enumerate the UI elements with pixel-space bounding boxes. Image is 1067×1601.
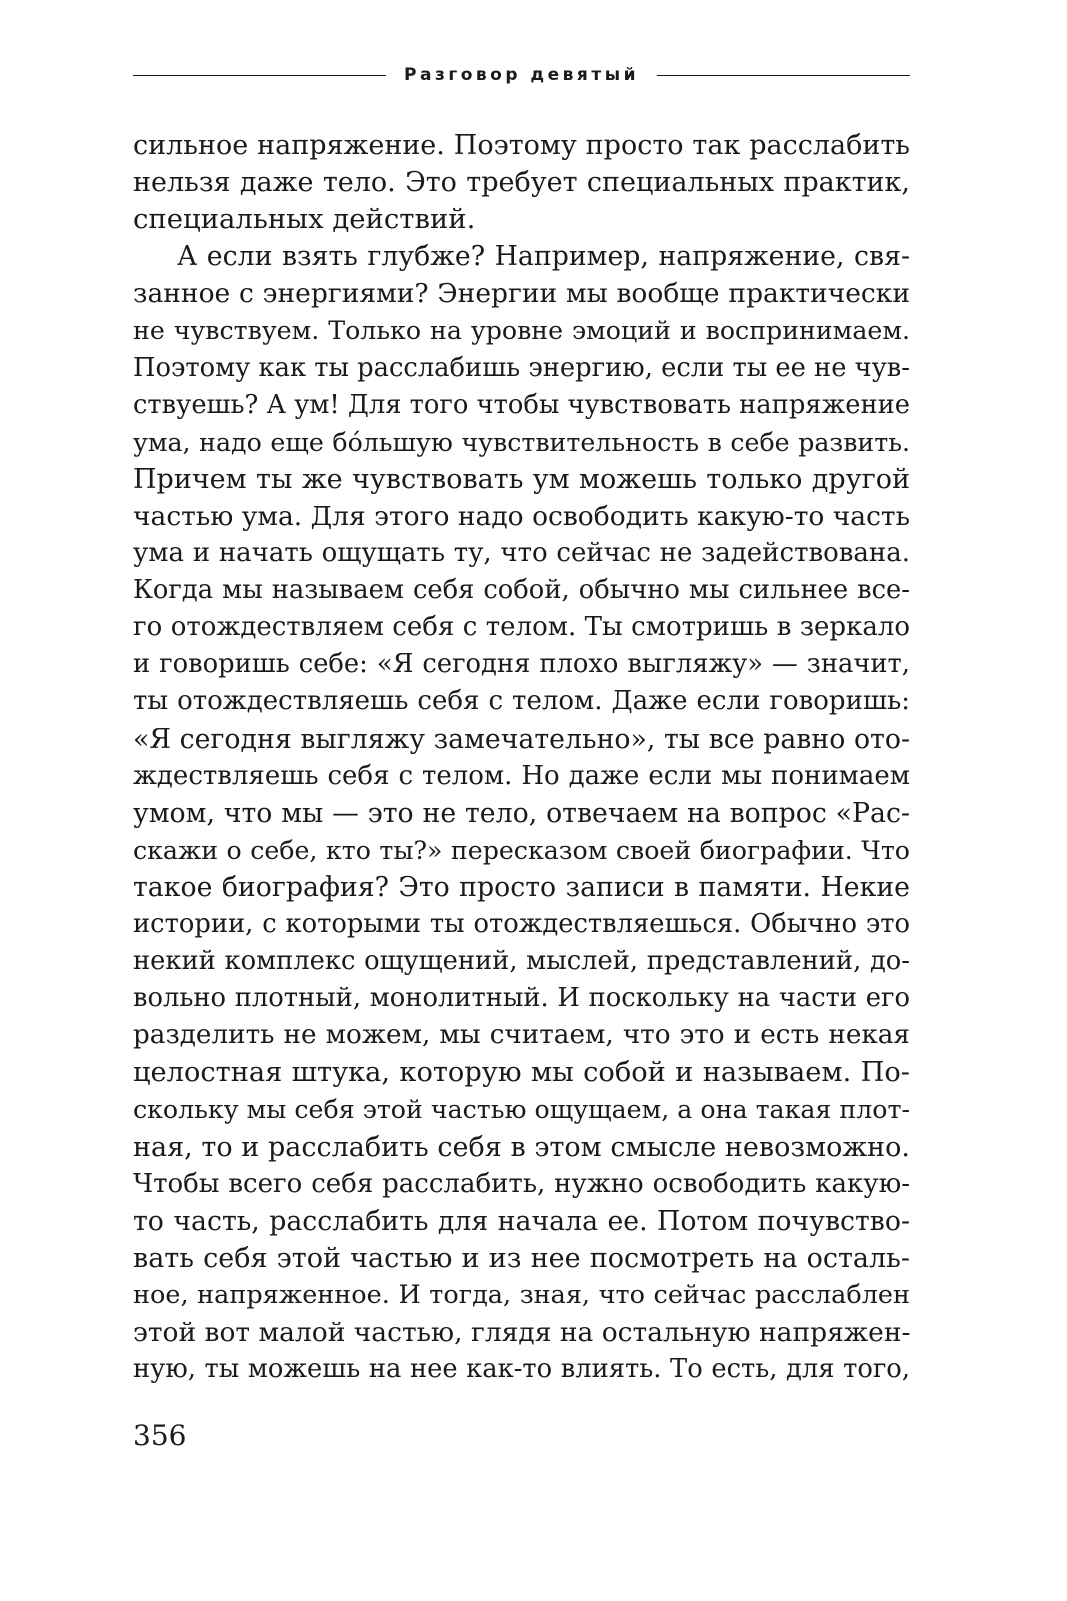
text-line: ное, напряженное. И тогда, зная, что сейчас расслаблен — [133, 1279, 910, 1310]
text-line: вать себя этой частью и из нее посмотреть на осталь- — [133, 1242, 910, 1274]
text-line: истории, с которыми ты отождествляешься. Обычно это — [133, 908, 910, 939]
text-line-paragraph-start: А если взять глубже? Например, напряжение, свя- — [177, 241, 910, 273]
text-line: Причем ты же чувствовать ум можешь только другой — [133, 463, 910, 495]
text-line: ную, ты можешь на нее как-то влиять. То есть, для того, — [133, 1354, 910, 1385]
text-line: занное с энергиями? Энергии мы вообще практически — [133, 278, 910, 310]
text-line: ствуешь? А ум! Для того чтобы чувствовать напряжение — [133, 389, 910, 420]
running-head-rule-left — [133, 75, 386, 76]
text-line: нельзя даже тело. Это требует специальных практик, — [133, 167, 910, 199]
text-line: го отождествляем себя с телом. Ты смотришь в зеркало — [133, 612, 910, 643]
text-line: и говоришь себе: «Я сегодня плохо выгляжу» — значит, — [133, 649, 910, 680]
text-line: Когда мы называем себя собой, обычно мы сильнее все- — [133, 575, 910, 606]
text-line: этой вот малой частью, глядя на остальную напряжен- — [133, 1317, 910, 1348]
text-line: специальных действий. — [133, 203, 476, 236]
text-line: Чтобы всего себя расслабить, нужно освободить какую- — [133, 1168, 910, 1199]
text-line: «Я сегодня выгляжу замечательно», ты все равно ото- — [133, 723, 910, 755]
text-line: частью ума. Для этого надо освободить какую-то часть — [133, 500, 910, 532]
text-line: целостная штука, которую мы собой и называем. По- — [133, 1057, 910, 1089]
text-line: ума, надо еще бóльшую чувствительность в себе развить. — [133, 427, 910, 457]
page-number: 356 — [133, 1419, 187, 1452]
text-line: ная, то и расслабить себя в этом смысле невозможно. — [133, 1131, 910, 1163]
text-line: то часть, расслабить для начала ее. Потом почувство- — [133, 1205, 910, 1237]
text-line: скажи о себе, кто ты?» пересказом своей биографии. Что — [133, 835, 910, 865]
text-line: Поэтому как ты расслабишь энергию, если ты ее не чув- — [133, 352, 910, 383]
text-line: вольно плотный, монолитный. И поскольку на части его — [133, 983, 910, 1014]
text-line: сильное напряжение. Поэтому просто так расслабить — [133, 130, 910, 161]
text-line: умом, что мы — это не тело, отвечаем на вопрос «Рас- — [133, 797, 910, 829]
running-head-rule-right — [657, 75, 910, 76]
text-line: ума и начать ощущать ту, что сейчас не задействована. — [133, 538, 910, 569]
text-line: ты отождествляешь себя с телом. Даже если говоришь: — [133, 686, 910, 717]
text-line: разделить не можем, мы считаем, что это и есть некая — [133, 1020, 910, 1051]
body-text — [133, 127, 910, 1388]
text-line: не чувствуем. Только на уровне эмоций и воспринимаем. — [133, 316, 910, 346]
running-head — [133, 62, 910, 88]
text-line: такое биография? Это просто записи в памяти. Некие — [133, 871, 910, 903]
running-head-title: Разговор девятый — [404, 65, 639, 85]
text-line: скольку мы себя этой частью ощущаем, а она такая плот- — [133, 1095, 910, 1125]
text-line: ждествляешь себя с телом. Но даже если мы понимаем — [133, 760, 910, 791]
text-line: некий комплекс ощущений, мыслей, представлений, до- — [133, 946, 910, 977]
